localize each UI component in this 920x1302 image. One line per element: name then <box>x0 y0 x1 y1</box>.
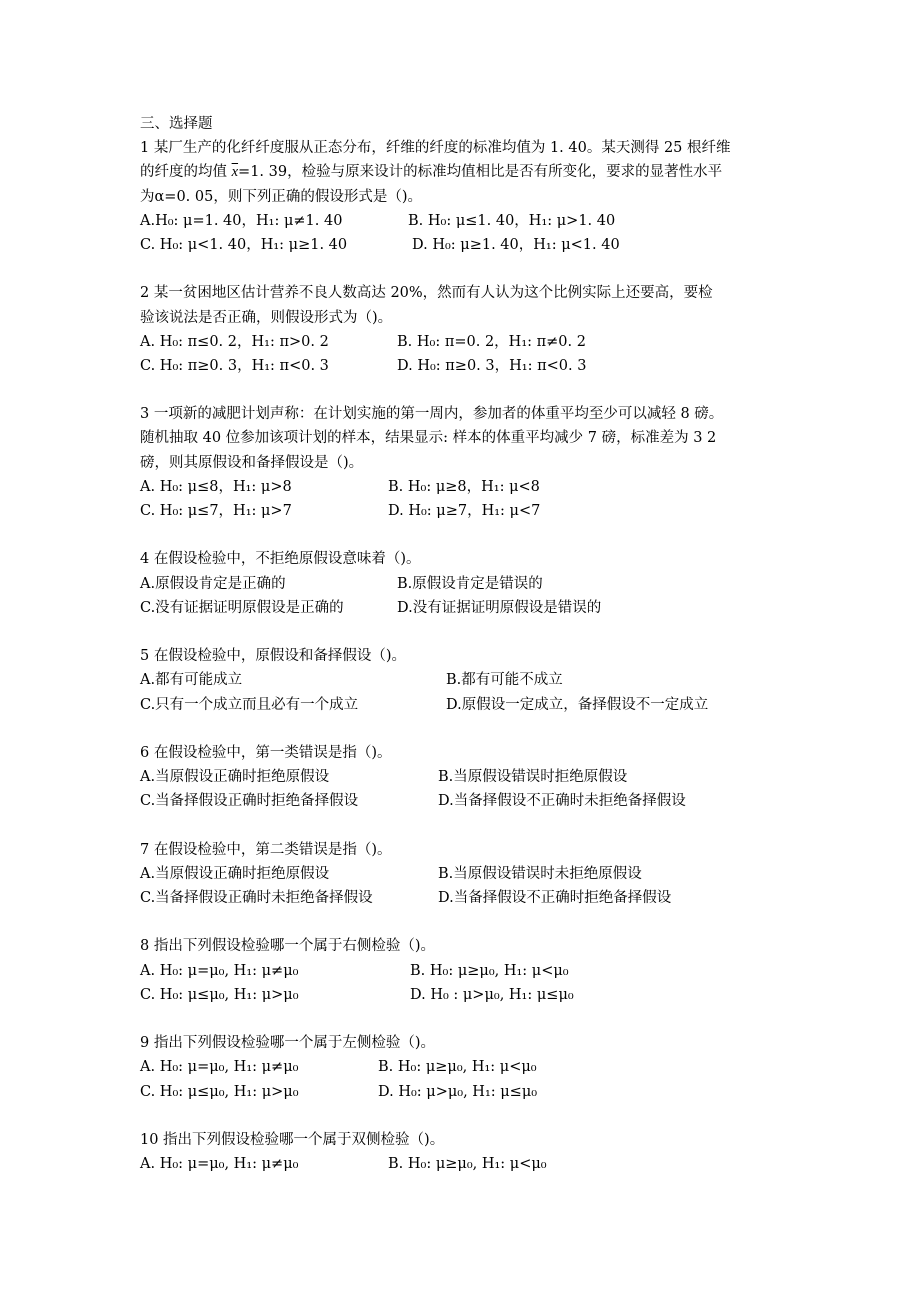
q4-option-b[interactable]: B.原假设肯定是错误的 <box>397 575 543 592</box>
q5-options-row-1 <box>140 668 790 692</box>
q5-option-c[interactable]: C.只有一个成立而且必有一个成立 <box>140 696 359 713</box>
q5-option-d[interactable]: D.原假设一定成立，备择假设不一定成立 <box>446 696 709 713</box>
q8-option-b[interactable]: B. H₀: μ≥μ₀, H₁: μ<μ₀ <box>410 962 569 979</box>
sample-mean-symbol: $\overline{x}$ <box>231 164 239 181</box>
q8-option-d[interactable]: D. H₀ : μ>μ₀, H₁: μ≤μ₀ <box>410 986 574 1003</box>
q10-option-b[interactable]: B. H₀: μ≥μ₀, H₁: μ<μ₀ <box>388 1156 547 1173</box>
q1-stem-line-2-rest: =1. 39，检验与原来设计的标准均值相比是否有所变化，要求的显著性水平 <box>238 164 723 181</box>
q9-stem: 9 指出下列假设检验哪一个属于左侧检验（)。 <box>140 1035 435 1052</box>
q5-options-row-2 <box>140 693 790 717</box>
q7-option-c[interactable]: C.当备择假设正确时未拒绝备择假设 <box>140 890 373 906</box>
q1-stem-line-3: 为α=0. 05，则下列正确的假设形式是（)。 <box>140 188 422 205</box>
q7-stem: 7 在假设检验中，第二类错误是指（)。 <box>140 841 392 858</box>
q9-option-b[interactable]: B. H₀: μ≥μ₀, H₁: μ<μ₀ <box>378 1059 537 1076</box>
q6-option-c[interactable]: C.当备择假设正确时拒绝备择假设 <box>140 793 359 810</box>
q3-options-row-1 <box>140 475 790 499</box>
q8-options-row-1 <box>140 959 790 983</box>
q9-option-a[interactable]: A. H₀: μ=μ₀, H₁: μ≠μ₀ <box>140 1059 299 1076</box>
q9-options-row-2 <box>140 1080 790 1104</box>
q3-options-row-2 <box>140 499 790 523</box>
q8-options-row-2 <box>140 983 790 1007</box>
q9-option-d[interactable]: D. H₀: μ>μ₀, H₁: μ≤μ₀ <box>378 1083 538 1100</box>
q3-option-c[interactable]: C. H₀: μ≤7，H₁: μ>7 <box>140 503 292 519</box>
q2-option-d[interactable]: D. H₀: π≥0. 3，H₁: π<0. 3 <box>397 357 587 374</box>
q7-option-d[interactable]: D.当备择假设不正确时拒绝备择假设 <box>438 890 672 906</box>
q6-options-row-1 <box>140 765 790 789</box>
q4-option-a[interactable]: A.原假设肯定是正确的 <box>140 575 286 592</box>
q1-option-b[interactable]: B. H₀: μ≤1. 40，H₁: μ>1. 40 <box>408 212 616 229</box>
q2-stem-line-1: 2 某一贫困地区估计营养不良人数高达 20%，然而有人认为这个比例实际上还要高，要检 <box>140 285 713 302</box>
q10-options-row-1 <box>140 1152 790 1176</box>
q9-options-row-1 <box>140 1055 790 1079</box>
q7-options-row-2 <box>140 886 790 910</box>
q8-option-a[interactable]: A. H₀: μ=μ₀, H₁: μ≠μ₀ <box>140 962 299 979</box>
q3-stem-line-1: 3 一项新的减肥计划声称：在计划实施的第一周内，参加者的体重平均至少可以减轻 8 磅。 <box>140 406 724 423</box>
q1-option-a[interactable]: A.H₀: μ=1. 40，H₁: μ≠1. 40 <box>140 212 343 229</box>
q2-stem-line-2: 验该说法是否正确，则假设形式为（)。 <box>140 309 393 326</box>
q2-options-row-2 <box>140 354 790 378</box>
q7-options-row-1 <box>140 862 790 886</box>
q4-options-row-2 <box>140 596 790 620</box>
q5-option-a[interactable]: A.都有可能成立 <box>140 672 243 689</box>
q1-options-row-1 <box>140 209 790 233</box>
q10-stem: 10 指出下列假设检验哪一个属于双侧检验（)。 <box>140 1131 445 1148</box>
q4-option-d[interactable]: D.没有证据证明原假设是错误的 <box>397 599 602 616</box>
q2-options-row-1 <box>140 330 790 354</box>
q3-option-a[interactable]: A. H₀: μ≤8，H₁: μ>8 <box>140 478 292 495</box>
q1-stem-line-2 <box>140 160 790 184</box>
section-title: 三、选择题 <box>140 116 213 132</box>
q4-option-c[interactable]: C.没有证据证明原假设是正确的 <box>140 599 344 616</box>
q2-option-b[interactable]: B. H₀: π=0. 2，H₁: π≠0. 2 <box>397 333 586 350</box>
q8-stem: 8 指出下列假设检验哪一个属于右侧检验（)。 <box>140 938 435 955</box>
q6-option-b[interactable]: B.当原假设错误时拒绝原假设 <box>438 769 628 786</box>
q4-options-row-1 <box>140 572 790 596</box>
q6-stem: 6 在假设检验中，第一类错误是指（)。 <box>140 744 392 761</box>
q7-option-b[interactable]: B.当原假设错误时未拒绝原假设 <box>438 865 642 882</box>
q2-option-c[interactable]: C. H₀: π≥0. 3，H₁: π<0. 3 <box>140 357 329 374</box>
q5-option-b[interactable]: B.都有可能不成立 <box>446 672 563 689</box>
q3-option-d[interactable]: D. H₀: μ≥7，H₁: μ<7 <box>388 503 541 519</box>
q6-option-a[interactable]: A.当原假设正确时拒绝原假设 <box>140 769 330 786</box>
q6-option-d[interactable]: D.当备择假设不正确时未拒绝备择假设 <box>438 793 686 810</box>
q5-stem: 5 在假设检验中，原假设和备择假设（)。 <box>140 648 406 665</box>
q1-option-d[interactable]: D. H₀: μ≥1. 40，H₁: μ<1. 40 <box>412 236 620 253</box>
q3-stem-line-2: 随机抽取 40 位参加该项计划的样本，结果显示: 样本的体重平均减少 7 磅，标准差为 3 2 <box>140 430 717 447</box>
q2-option-a[interactable]: A. H₀: π≤0. 2，H₁: π>0. 2 <box>140 333 329 350</box>
q4-stem: 4 在假设检验中，不拒绝原假设意味着（)。 <box>140 551 421 568</box>
q9-option-c[interactable]: C. H₀: μ≤μ₀, H₁: μ>μ₀ <box>140 1083 299 1100</box>
question-sheet <box>140 112 790 1176</box>
q3-stem-line-3: 磅，则其原假设和备择假设是（)。 <box>140 454 364 471</box>
q7-option-a[interactable]: A.当原假设正确时拒绝原假设 <box>140 865 330 882</box>
q1-options-row-2 <box>140 233 790 257</box>
q1-stem-prefix: 的纤度的均值 <box>140 164 227 181</box>
q3-option-b[interactable]: B. H₀: μ≥8，H₁: μ<8 <box>388 478 540 495</box>
q10-option-a[interactable]: A. H₀: μ=μ₀, H₁: μ≠μ₀ <box>140 1156 299 1173</box>
q1-option-c[interactable]: C. H₀: μ<1. 40，H₁: μ≥1. 40 <box>140 236 348 253</box>
q6-options-row-2 <box>140 789 790 813</box>
q1-stem-line-1: 1 某厂生产的化纤纤度服从正态分布，纤维的纤度的标准均值为 1. 40。某天测得 25 根纤维 <box>140 140 731 157</box>
q8-option-c[interactable]: C. H₀: μ≤μ₀, H₁: μ>μ₀ <box>140 986 299 1003</box>
